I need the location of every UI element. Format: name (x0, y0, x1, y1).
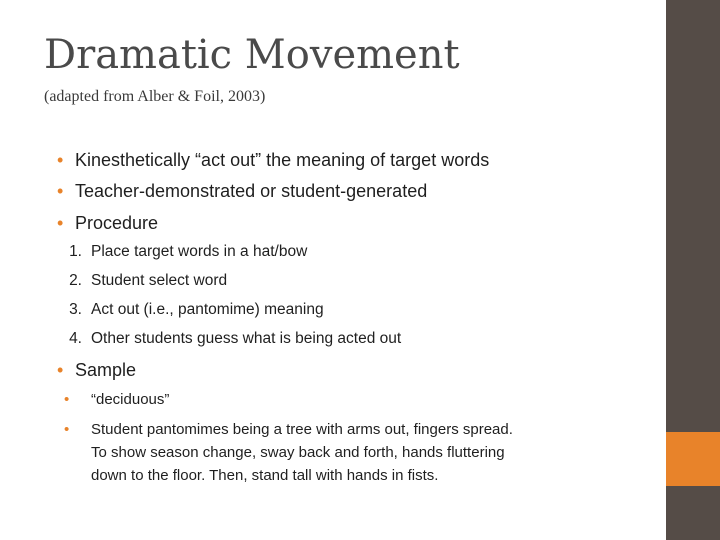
bullet-text-kinesthetically: Kinesthetically “act out” the meaning of target words (75, 150, 490, 170)
bullet-icon: • (57, 150, 64, 170)
procedure-step: Act out (i.e., pantomime) meaning (91, 301, 324, 318)
sample-description-line: To show season change, sway back and forth, hands fluttering (91, 444, 505, 461)
slide-subtitle: (adapted from Alber & Foil, 2003) (44, 88, 266, 105)
bullet-text-teacher: Teacher-demonstrated or student-generated (75, 181, 428, 201)
step-number: 2. (69, 272, 82, 289)
bullet-icon: • (57, 360, 64, 380)
slide-title: Dramatic Movement (44, 32, 460, 78)
bullet-icon: • (57, 213, 64, 233)
bullet-icon: • (57, 181, 64, 201)
sample-description-line: Student pantomimes being a tree with arms out, fingers spread. (91, 421, 513, 438)
procedure-step: Place target words in a hat/bow (91, 243, 308, 260)
step-number: 3. (69, 301, 82, 318)
bullet-text-procedure: Procedure (75, 213, 159, 233)
bullet-icon: • (64, 421, 70, 438)
bullet-text-sample: Sample (75, 360, 137, 380)
sample-word: “deciduous” (91, 391, 170, 408)
sample-description-line: down to the floor. Then, stand tall with hands in fists. (91, 467, 439, 484)
bullet-icon: • (64, 391, 70, 408)
procedure-step: Other students guess what is being acted out (91, 330, 402, 347)
procedure-step: Student select word (91, 272, 228, 289)
step-number: 1. (69, 243, 82, 260)
sidebar-accent-block (666, 432, 720, 486)
step-number: 4. (69, 330, 82, 347)
